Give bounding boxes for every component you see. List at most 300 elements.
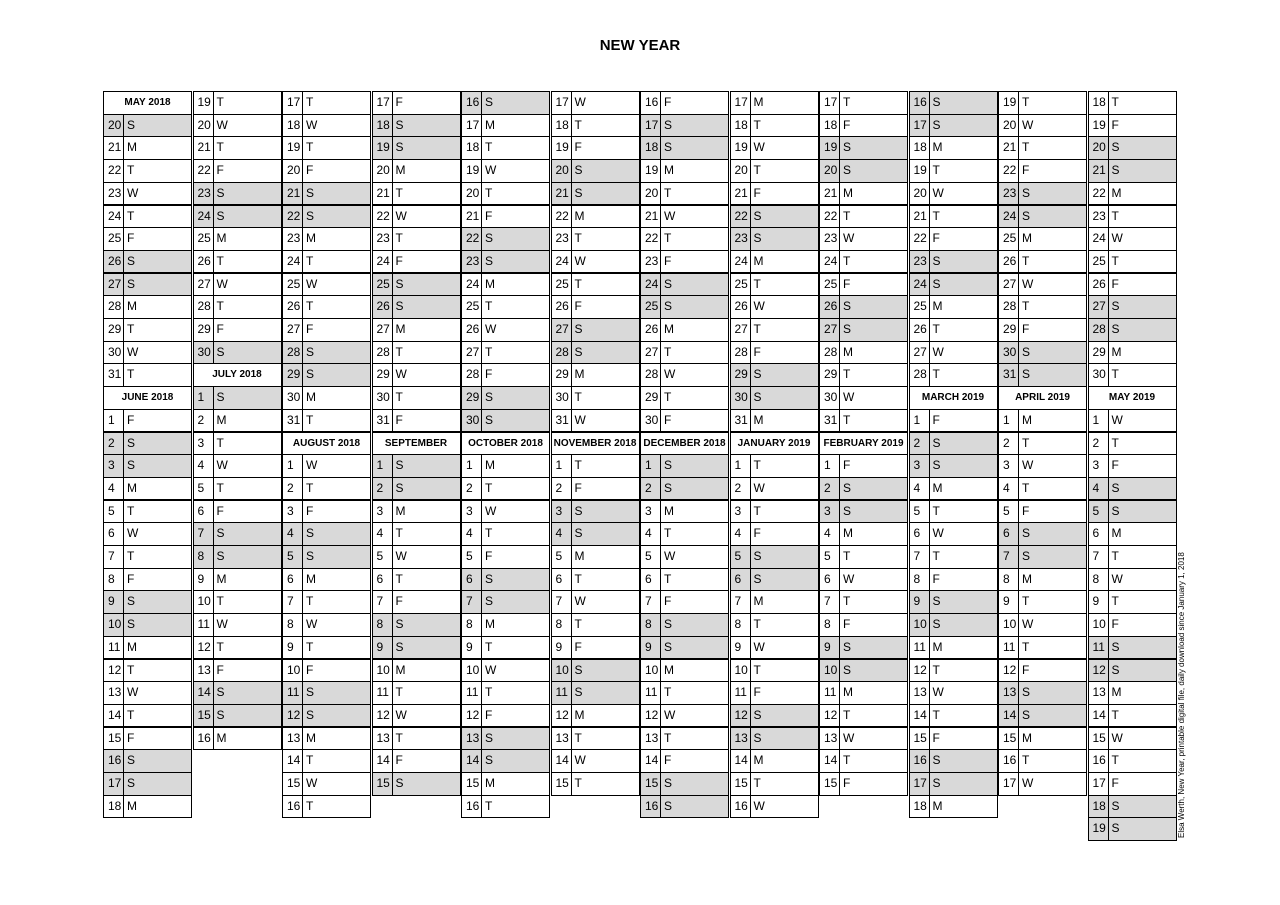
day-cell [640,409,729,433]
weekday-letter: M [482,455,550,477]
day-number: 17 [1088,773,1109,795]
day-number: 12 [1088,660,1109,682]
weekday-letter: S [661,614,729,636]
weekday-letter: S [393,296,461,318]
day-number: 9 [730,637,751,659]
weekday-letter: S [214,546,282,568]
day-cell [103,159,192,183]
weekday-letter: F [1109,115,1177,137]
weekday-letter: S [840,637,908,659]
day-number: 18 [1088,796,1109,818]
weekday-letter: F [661,750,729,772]
day-number: 17 [461,115,482,137]
day-cell [640,341,729,365]
day-cell [193,409,282,433]
weekday-letter: S [1109,637,1177,659]
day-cell [372,386,461,410]
weekday-letter: M [214,569,282,591]
day-cell [193,227,282,251]
weekday-letter: S [1109,137,1177,159]
day-number: 9 [909,591,930,613]
weekday-letter: F [214,660,282,682]
weekday-letter: T [1109,206,1177,228]
day-number: 7 [461,591,482,613]
month-header: JUNE 2018 [103,386,192,410]
weekday-letter: S [482,728,550,750]
page-title: NEW YEAR [599,37,681,54]
weekday-letter: S [661,137,729,159]
day-number: 3 [998,455,1019,477]
day-number: 4 [193,455,214,477]
weekend-day-cell [282,704,371,728]
day-cell [551,273,640,297]
day-cell [372,205,461,229]
weekday-letter: M [751,410,819,432]
weekday-letter: W [1019,274,1087,296]
day-cell [819,363,908,387]
weekday-letter: T [751,274,819,296]
day-number: 9 [551,637,572,659]
weekday-letter: F [214,501,282,523]
weekday-letter: M [751,591,819,613]
day-cell [551,727,640,751]
weekday-letter: F [482,705,550,727]
weekday-letter: F [572,296,640,318]
weekday-letter: S [1019,682,1087,704]
day-number: 19 [640,160,661,182]
day-number: 30 [551,387,572,409]
day-number: 25 [103,228,124,250]
weekend-day-cell [461,250,550,274]
day-number: 2 [461,478,482,500]
weekday-letter: S [751,387,819,409]
day-number: 22 [372,206,393,228]
day-cell [998,749,1087,773]
weekday-letter: T [1109,705,1177,727]
weekday-letter: W [751,637,819,659]
day-number: 10 [372,660,393,682]
day-cell [998,659,1087,683]
day-number: 1 [461,455,482,477]
weekday-letter: S [393,455,461,477]
day-number: 12 [103,660,124,682]
day-number: 29 [372,364,393,386]
weekday-letter: T [1109,433,1177,455]
day-cell [998,159,1087,183]
day-number: 18 [730,115,751,137]
weekday-letter: W [214,274,282,296]
day-number: 3 [730,501,751,523]
weekday-letter: S [661,478,729,500]
weekday-letter: W [1109,228,1177,250]
day-cell [640,250,729,274]
weekday-letter: T [930,319,998,341]
day-number: 29 [282,364,303,386]
day-number: 23 [819,228,840,250]
weekday-letter: W [930,682,998,704]
day-cell [998,114,1087,138]
weekend-day-cell [640,295,729,319]
day-number: 16 [1088,750,1109,772]
day-cell [103,636,192,660]
day-number: 24 [551,251,572,273]
weekday-letter: M [124,796,192,818]
day-number: 15 [103,728,124,750]
day-number: 12 [730,705,751,727]
weekday-letter: S [214,206,282,228]
day-cell [819,273,908,297]
weekday-letter: T [1019,637,1087,659]
day-number: 27 [551,319,572,341]
weekday-letter: W [840,569,908,591]
day-number: 14 [1088,705,1109,727]
weekday-letter: F [1109,274,1177,296]
weekday-letter: S [124,750,192,772]
day-cell [551,590,640,614]
day-cell [461,295,550,319]
day-cell [998,91,1087,115]
weekday-letter: F [1109,455,1177,477]
day-cell [461,545,550,569]
day-number: 25 [998,228,1019,250]
weekday-letter: S [1109,160,1177,182]
weekday-letter: T [214,251,282,273]
day-cell [372,522,461,546]
day-number: 8 [282,614,303,636]
weekday-letter: W [661,546,729,568]
day-cell [103,182,192,206]
weekend-day-cell [819,295,908,319]
day-number: 30 [461,410,482,432]
weekday-letter: F [1109,614,1177,636]
weekday-letter: M [572,546,640,568]
weekday-letter: T [214,137,282,159]
weekday-letter: S [124,591,192,613]
day-cell [998,454,1087,478]
day-cell [819,182,908,206]
day-number: 9 [998,591,1019,613]
weekday-letter: T [303,478,371,500]
day-number: 6 [551,569,572,591]
weekend-day-cell [193,704,282,728]
day-number: 16 [282,796,303,818]
weekday-letter: S [393,137,461,159]
day-number: 24 [1088,228,1109,250]
weekday-letter: W [1109,569,1177,591]
day-number: 3 [461,501,482,523]
day-number: 21 [998,137,1019,159]
day-cell [909,568,998,592]
weekday-letter: T [124,319,192,341]
day-number: 14 [998,705,1019,727]
weekday-letter: T [840,206,908,228]
weekday-letter: M [124,296,192,318]
weekday-letter: W [751,796,819,818]
day-number: 6 [193,501,214,523]
day-number: 20 [103,115,124,137]
day-number: 6 [998,523,1019,545]
day-cell [1088,545,1177,569]
weekend-day-cell [372,454,461,478]
day-cell [103,568,192,592]
weekday-letter: M [482,614,550,636]
day-number: 9 [372,637,393,659]
day-cell [103,318,192,342]
day-number: 21 [909,206,930,228]
day-cell [193,636,282,660]
weekday-letter: S [840,160,908,182]
weekday-letter: F [482,546,550,568]
day-cell [282,500,371,524]
weekday-letter: S [482,750,550,772]
day-cell [461,205,550,229]
day-number: 19 [193,92,214,114]
day-cell [909,295,998,319]
day-cell [193,500,282,524]
day-number: 10 [282,660,303,682]
weekday-letter: S [393,637,461,659]
day-number: 24 [819,251,840,273]
day-cell [819,749,908,773]
day-cell [1088,772,1177,796]
day-cell [819,681,908,705]
weekend-day-cell [461,91,550,115]
day-cell [103,727,192,751]
weekday-letter: F [572,137,640,159]
day-number: 19 [372,137,393,159]
day-number: 16 [461,796,482,818]
day-cell [819,545,908,569]
day-number: 8 [640,614,661,636]
day-number: 11 [640,682,661,704]
weekday-letter: S [482,92,550,114]
day-number: 13 [282,728,303,750]
weekday-letter: T [393,682,461,704]
weekday-letter: T [572,614,640,636]
day-cell [730,318,819,342]
day-cell [193,432,282,456]
day-cell [193,273,282,297]
day-cell [551,91,640,115]
day-cell [551,386,640,410]
day-number: 26 [998,251,1019,273]
day-cell [730,159,819,183]
day-number: 10 [1088,614,1109,636]
day-number: 13 [998,682,1019,704]
day-number: 31 [103,364,124,386]
day-number: 10 [551,660,572,682]
day-cell [551,454,640,478]
day-number: 16 [998,750,1019,772]
day-number: 23 [1088,206,1109,228]
weekday-letter: T [393,728,461,750]
weekday-letter: T [1019,591,1087,613]
weekday-letter: S [482,228,550,250]
day-number: 5 [1088,501,1109,523]
day-cell [640,318,729,342]
weekday-letter: T [214,478,282,500]
day-cell [282,318,371,342]
day-cell [1088,590,1177,614]
weekday-letter: M [1019,410,1087,432]
day-cell [730,522,819,546]
day-number: 27 [372,319,393,341]
weekend-day-cell [103,250,192,274]
day-cell [103,227,192,251]
weekday-letter: W [930,342,998,364]
month-header: OCTOBER 2018 [461,432,550,456]
weekend-day-cell [282,182,371,206]
day-cell [819,454,908,478]
weekday-letter: F [751,682,819,704]
day-cell [1088,432,1177,456]
weekend-day-cell [998,545,1087,569]
weekday-letter: S [482,387,550,409]
weekend-day-cell [998,182,1087,206]
day-number: 13 [461,728,482,750]
weekday-letter: M [930,478,998,500]
weekend-day-cell [909,772,998,796]
day-cell [372,250,461,274]
day-number: 22 [730,206,751,228]
day-number: 18 [282,115,303,137]
day-number: 15 [640,773,661,795]
weekday-letter: S [124,614,192,636]
day-cell [909,522,998,546]
day-number: 22 [998,160,1019,182]
weekday-letter: S [1109,796,1177,818]
weekend-day-cell [103,114,192,138]
day-number: 24 [730,251,751,273]
day-number: 14 [372,750,393,772]
weekday-letter: M [661,319,729,341]
weekend-day-cell [640,772,729,796]
weekday-letter: W [572,251,640,273]
weekday-letter: M [751,92,819,114]
day-cell [1088,182,1177,206]
day-cell [551,295,640,319]
day-number: 21 [819,183,840,205]
month-header: MAY 2018 [103,91,192,115]
day-number: 11 [461,682,482,704]
day-number: 20 [909,183,930,205]
weekend-day-cell [640,454,729,478]
day-number: 27 [461,342,482,364]
day-cell [998,409,1087,433]
day-cell [551,250,640,274]
weekday-letter: M [661,501,729,523]
weekend-day-cell [461,568,550,592]
day-number: 5 [103,501,124,523]
weekday-letter: S [751,705,819,727]
weekday-letter: S [930,455,998,477]
day-cell [282,659,371,683]
day-number: 4 [282,523,303,545]
day-number: 2 [730,478,751,500]
weekday-letter: M [1109,682,1177,704]
day-number: 12 [819,705,840,727]
weekend-day-cell [819,500,908,524]
day-number: 25 [1088,251,1109,273]
weekday-letter: W [930,183,998,205]
day-number: 2 [193,410,214,432]
day-number: 25 [640,296,661,318]
weekday-letter: S [751,206,819,228]
weekday-letter: S [1109,660,1177,682]
weekday-letter: S [214,523,282,545]
weekday-letter: S [393,478,461,500]
weekday-letter: S [572,523,640,545]
weekday-letter: T [393,387,461,409]
day-number: 26 [372,296,393,318]
day-number: 29 [461,387,482,409]
day-cell [1088,749,1177,773]
weekday-letter: M [393,501,461,523]
day-number: 25 [193,228,214,250]
day-number: 27 [282,319,303,341]
day-number: 24 [909,274,930,296]
day-number: 9 [640,637,661,659]
month-header: MARCH 2019 [909,386,998,410]
weekday-letter: T [930,364,998,386]
weekend-day-cell [819,477,908,501]
weekday-letter: T [930,160,998,182]
day-number: 19 [1088,818,1109,840]
day-cell [640,363,729,387]
day-number: 1 [909,410,930,432]
day-number: 20 [640,183,661,205]
day-cell [461,341,550,365]
day-number: 9 [103,591,124,613]
day-cell [551,477,640,501]
day-number: 4 [551,523,572,545]
day-number: 2 [282,478,303,500]
weekday-letter: S [393,115,461,137]
day-number: 10 [909,614,930,636]
day-number: 26 [282,296,303,318]
day-cell [640,522,729,546]
day-cell [193,477,282,501]
day-cell [640,182,729,206]
weekend-day-cell [461,590,550,614]
day-number: 1 [103,410,124,432]
day-number: 26 [819,296,840,318]
weekday-letter: T [214,92,282,114]
day-cell [998,250,1087,274]
day-number: 2 [819,478,840,500]
weekday-letter: S [572,160,640,182]
day-number: 5 [909,501,930,523]
day-cell [372,749,461,773]
day-cell [1088,363,1177,387]
day-number: 19 [282,137,303,159]
day-cell [730,636,819,660]
weekday-letter: S [840,660,908,682]
weekday-letter: W [1019,773,1087,795]
weekday-letter: W [661,364,729,386]
day-cell [998,432,1087,456]
weekday-letter: W [1019,115,1087,137]
weekend-day-cell [103,590,192,614]
day-number: 28 [282,342,303,364]
day-number: 28 [372,342,393,364]
day-number: 16 [640,796,661,818]
day-cell [193,454,282,478]
day-cell [909,318,998,342]
day-cell [998,295,1087,319]
day-number: 9 [461,637,482,659]
weekday-letter: T [393,523,461,545]
